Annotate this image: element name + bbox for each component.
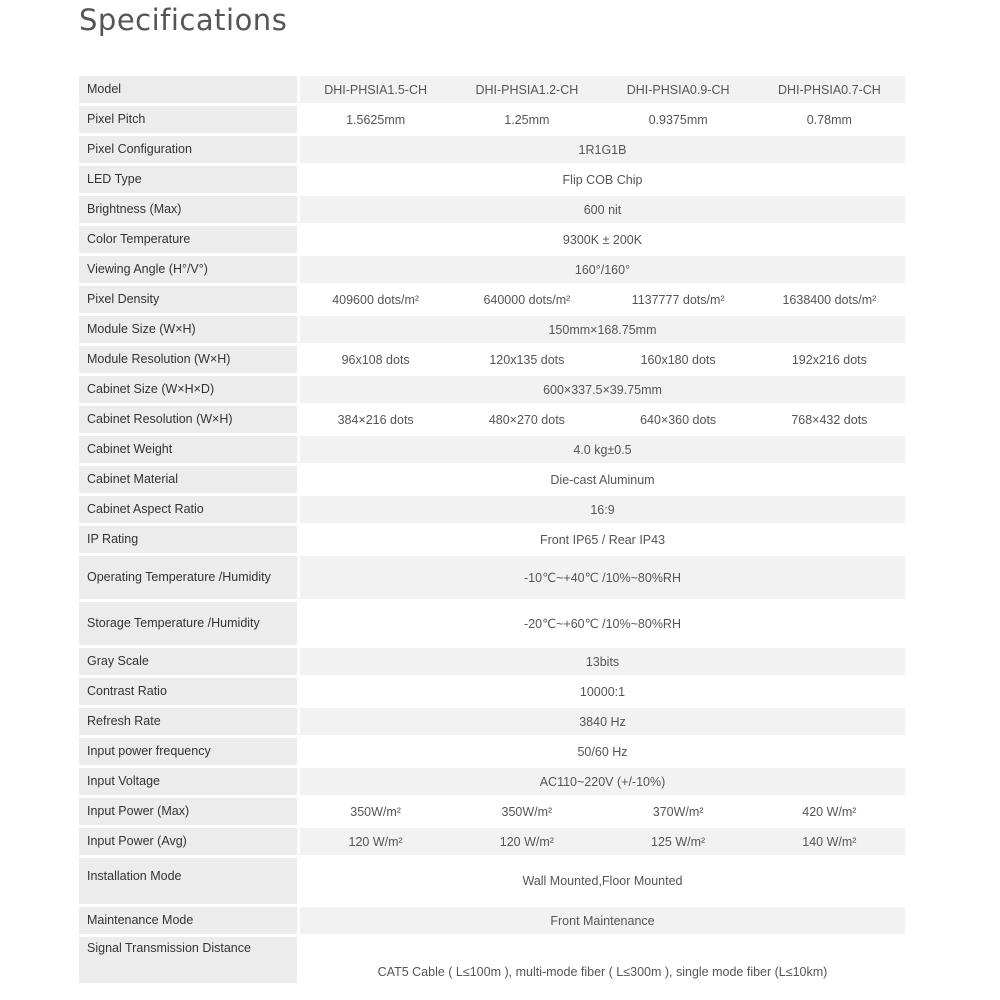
cell-pixel-density-1: 409600 dots/m² <box>300 286 451 313</box>
row-label: Input power frequency <box>79 738 300 765</box>
cell-cabinet-weight: 4.0 kg±0.5 <box>300 436 905 463</box>
cell-gray-scale: 13bits <box>300 648 905 675</box>
row-label: Maintenance Mode <box>79 907 300 934</box>
row-label: Input Voltage <box>79 768 300 795</box>
row-label: Cabinet Resolution (W×H) <box>79 406 300 433</box>
row-brightness <box>79 196 905 223</box>
cell-input-power-max-3: 370W/m² <box>603 798 754 825</box>
row-storage-temperature <box>79 602 905 645</box>
row-maintenance-mode <box>79 907 905 934</box>
page-title: Specifications <box>79 3 288 37</box>
cell-input-power-max-2: 350W/m² <box>451 798 602 825</box>
cell-storage-temperature: -20℃~+60℃ /10%~80%RH <box>300 602 905 645</box>
row-cabinet-size <box>79 376 905 403</box>
cell-cabinet-size: 600×337.5×39.75mm <box>300 376 905 403</box>
cell-led-type: Flip COB Chip <box>300 166 905 193</box>
row-pixel-configuration <box>79 136 905 163</box>
row-refresh-rate <box>79 708 905 735</box>
cell-ip-rating: Front IP65 / Rear IP43 <box>300 526 905 553</box>
row-label: Installation Mode <box>79 858 300 904</box>
cell-input-power-frequency: 50/60 Hz <box>300 738 905 765</box>
row-label: Cabinet Size (W×H×D) <box>79 376 300 403</box>
cell-refresh-rate: 3840 Hz <box>300 708 905 735</box>
cell-module-resolution-4: 192x216 dots <box>754 346 905 373</box>
row-label: Cabinet Weight <box>79 436 300 463</box>
row-installation-mode <box>79 858 905 904</box>
row-label: Input Power (Avg) <box>79 828 300 855</box>
row-operating-temperature <box>79 556 905 599</box>
row-label: Input Power (Max) <box>79 798 300 825</box>
row-label: Brightness (Max) <box>79 196 300 223</box>
row-label: Pixel Density <box>79 286 300 313</box>
row-led-type <box>79 166 905 193</box>
row-input-voltage <box>79 768 905 795</box>
cell-input-power-avg-3: 125 W/m² <box>603 828 754 855</box>
cell-maintenance-mode: Front Maintenance <box>300 907 905 934</box>
row-label: IP Rating <box>79 526 300 553</box>
row-cabinet-material <box>79 466 905 493</box>
row-label: Module Resolution (W×H) <box>79 346 300 373</box>
row-cabinet-resolution <box>79 406 905 433</box>
spec-table <box>79 73 905 986</box>
cell-cabinet-resolution-4: 768×432 dots <box>754 406 905 433</box>
cell-cabinet-resolution-3: 640×360 dots <box>603 406 754 433</box>
cell-pixel-pitch-1: 1.5625mm <box>300 106 451 133</box>
row-gray-scale <box>79 648 905 675</box>
row-cabinet-weight <box>79 436 905 463</box>
row-ip-rating <box>79 526 905 553</box>
cell-operating-temperature: -10℃~+40℃ /10%~80%RH <box>300 556 905 599</box>
row-label: Module Size (W×H) <box>79 316 300 343</box>
row-module-resolution <box>79 346 905 373</box>
cell-pixel-density-4: 1638400 dots/m² <box>754 286 905 313</box>
row-pixel-pitch <box>79 106 905 133</box>
cell-cabinet-resolution-2: 480×270 dots <box>451 406 602 433</box>
row-cabinet-aspect-ratio <box>79 496 905 523</box>
row-contrast-ratio <box>79 678 905 705</box>
row-viewing-angle <box>79 256 905 283</box>
cell-pixel-pitch-4: 0.78mm <box>754 106 905 133</box>
cell-module-size: 150mm×168.75mm <box>300 316 905 343</box>
cell-input-power-avg-1: 120 W/m² <box>300 828 451 855</box>
row-label: Signal Transmission Distance <box>79 937 300 983</box>
row-pixel-density <box>79 286 905 313</box>
row-label: Refresh Rate <box>79 708 300 735</box>
cell-input-power-avg-4: 140 W/m² <box>754 828 905 855</box>
row-model <box>79 76 905 103</box>
row-signal-transmission-distance <box>79 937 905 983</box>
cell-contrast-ratio: 10000:1 <box>300 678 905 705</box>
row-label: Contrast Ratio <box>79 678 300 705</box>
cell-model-2: DHI-PHSIA1.2-CH <box>451 76 602 103</box>
cell-model-1: DHI-PHSIA1.5-CH <box>300 76 451 103</box>
row-input-power-frequency <box>79 738 905 765</box>
cell-module-resolution-2: 120x135 dots <box>451 346 602 373</box>
cell-input-power-max-4: 420 W/m² <box>754 798 905 825</box>
row-label: Pixel Pitch <box>79 106 300 133</box>
row-label: Operating Temperature /Humidity <box>79 556 300 599</box>
cell-pixel-pitch-2: 1.25mm <box>451 106 602 133</box>
row-label: Cabinet Material <box>79 466 300 493</box>
row-input-power-avg <box>79 828 905 855</box>
row-label: Gray Scale <box>79 648 300 675</box>
cell-color-temperature: 9300K ± 200K <box>300 226 905 253</box>
row-input-power-max <box>79 798 905 825</box>
cell-signal-transmission-distance: CAT5 Cable ( L≤100m ), multi-mode fiber ( L≤300m ), single mode fiber (L≤10km) <box>300 937 905 983</box>
cell-installation-mode: Wall Mounted,Floor Mounted <box>300 858 905 904</box>
row-label: Color Temperature <box>79 226 300 253</box>
cell-pixel-density-3: 1137777 dots/m² <box>603 286 754 313</box>
cell-model-3: DHI-PHSIA0.9-CH <box>603 76 754 103</box>
row-label: Viewing Angle (H°/V°) <box>79 256 300 283</box>
row-label: Storage Temperature /Humidity <box>79 602 300 645</box>
cell-cabinet-resolution-1: 384×216 dots <box>300 406 451 433</box>
cell-model-4: DHI-PHSIA0.7-CH <box>754 76 905 103</box>
cell-input-power-max-1: 350W/m² <box>300 798 451 825</box>
row-label: LED Type <box>79 166 300 193</box>
cell-pixel-configuration: 1R1G1B <box>300 136 905 163</box>
cell-pixel-density-2: 640000 dots/m² <box>451 286 602 313</box>
row-color-temperature <box>79 226 905 253</box>
cell-input-voltage: AC110~220V (+/-10%) <box>300 768 905 795</box>
row-label: Cabinet Aspect Ratio <box>79 496 300 523</box>
row-label: Model <box>79 76 300 103</box>
row-module-size <box>79 316 905 343</box>
cell-brightness: 600 nit <box>300 196 905 223</box>
cell-cabinet-aspect-ratio: 16:9 <box>300 496 905 523</box>
cell-cabinet-material: Die-cast Aluminum <box>300 466 905 493</box>
cell-pixel-pitch-3: 0.9375mm <box>603 106 754 133</box>
cell-module-resolution-1: 96x108 dots <box>300 346 451 373</box>
cell-input-power-avg-2: 120 W/m² <box>451 828 602 855</box>
cell-module-resolution-3: 160x180 dots <box>603 346 754 373</box>
cell-viewing-angle: 160°/160° <box>300 256 905 283</box>
row-label: Pixel Configuration <box>79 136 300 163</box>
